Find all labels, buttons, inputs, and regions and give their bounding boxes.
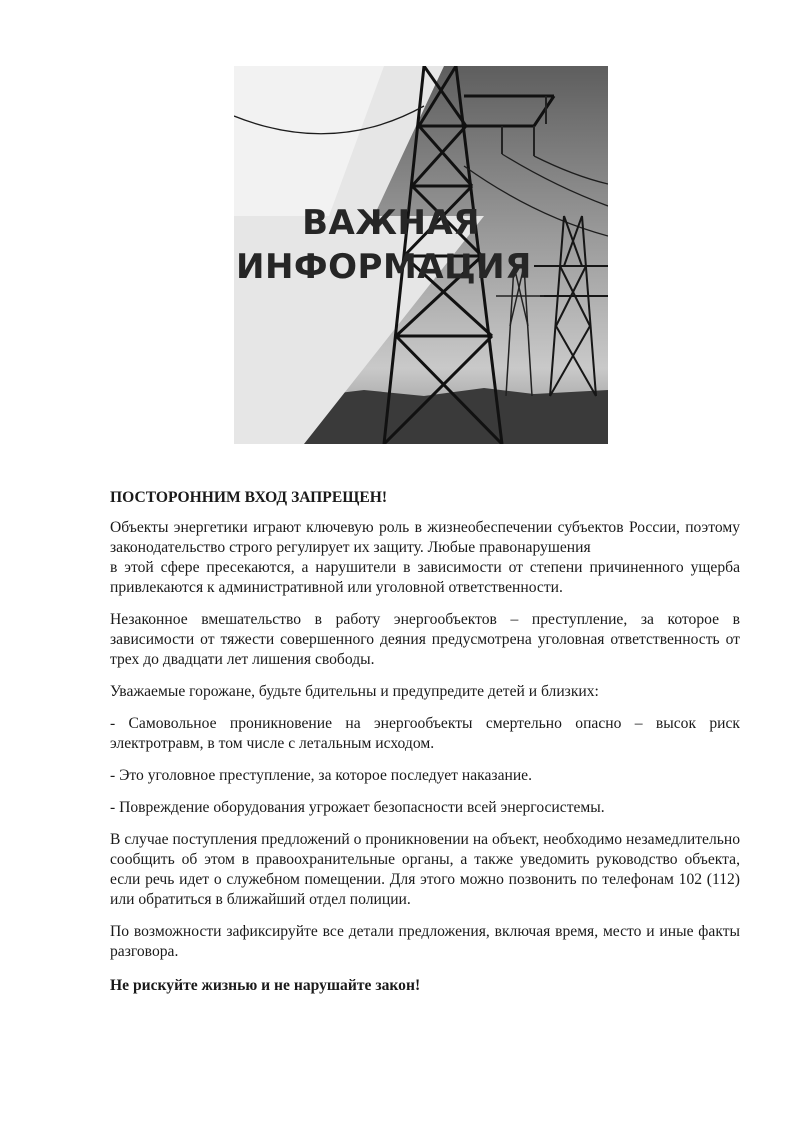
list-item-2: - Это уголовное преступление, за которое последует наказание. xyxy=(110,767,533,784)
paragraph-5: По возможности зафиксируйте все детали предложения, включая время, место и иные факты разговора. xyxy=(110,923,740,960)
paragraph-1-part-a: Объекты энергетики играют ключевую роль в жизнеобеспечении субъектов России, поэтому законодательство строго регулирует их защиту. Любые правонарушения xyxy=(110,519,740,556)
poster-title-line-1: ВАЖНАЯ xyxy=(302,203,480,243)
list-item-1: - Самовольное проникновение на энергообъекты смертельно опасно – высок риск электротравм, в том числе с летальным исходом. xyxy=(110,715,740,752)
notice-text xyxy=(110,488,740,1008)
paragraph-1-part-b: в этой сфере пресекаются, а нарушители в зависимости от степени причиненного ущерба привлекаются к административной или уголовной ответственности. xyxy=(110,559,740,596)
warning-poster xyxy=(234,66,608,444)
notice-heading: ПОСТОРОННИМ ВХОД ЗАПРЕЩЕН! xyxy=(110,489,388,506)
closing-warning: Не рискуйте жизнью и не нарушайте закон! xyxy=(110,977,421,994)
paragraph-3: Уважаемые горожане, будьте бдительны и предупредите детей и близких: xyxy=(110,683,599,700)
paragraph-4: В случае поступления предложений о проникновении на объект, необходимо незамедлительно сообщить об этом в правоохранительные органы, а также уведомить руководство объекта, если речь идет о служебном помещении. Для этого можно позвонить по телефонам 102 (112) или обратиться в ближайший отдел полиции. xyxy=(110,831,740,908)
paragraph-1 xyxy=(110,518,740,598)
list-item-3: - Повреждение оборудования угрожает безопасности всей энергосистемы. xyxy=(110,799,605,816)
paragraph-2: Незаконное вмешательство в работу энергообъектов – преступление, за которое в зависимости от тяжести совершенного деяния предусмотрена уголовная ответственность от трех до двадцати лет лишения свободы. xyxy=(110,611,740,668)
poster-title-line-2: ИНФОРМАЦИЯ xyxy=(236,247,532,287)
